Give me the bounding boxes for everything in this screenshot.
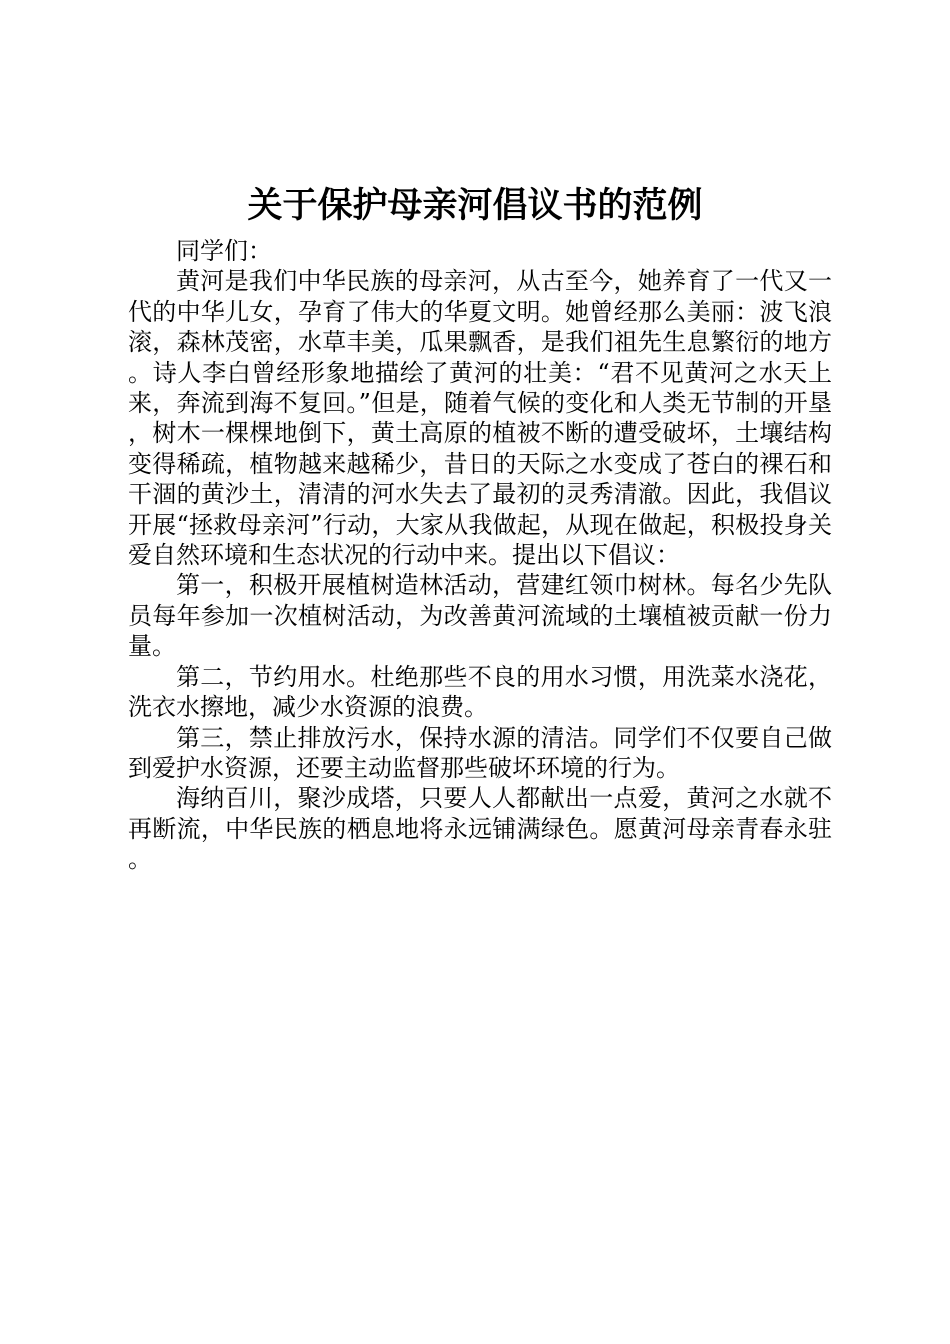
paragraph-second-proposal: 第二，节约用水。杜绝那些不良的用水习惯，用洗菜水浇花，洗衣水擦地，减少水资源的浪费。 bbox=[128, 662, 832, 722]
paragraph-intro: 黄河是我们中华民族的母亲河，从古至今，她养育了一代又一代的中华儿女，孕育了伟大的华夏文明。她曾经那么美丽：波飞浪滚，森林茂密，水草丰美，瓜果飘香，是我们祖先生息繁衍的地方。诗人李白曾经形象地描绘了黄河的壮美：“君不见黄河之水天上来，奔流到海不复回。”但是，随着气候的变化和人类无节制的开垦，树木一棵棵地倒下，黄土高原的植被不断的遭受破坏，土壤结构变得稀疏，植物越来越稀少，昔日的天际之水变成了苍白的裸石和干涸的黄沙土，清清的河水失去了最初的灵秀清澈。因此，我倡议开展“拯救母亲河”行动，大家从我做起，从现在做起，积极投身关爱自然环境和生态状况的行动中来。提出以下倡议： bbox=[128, 267, 832, 570]
paragraph-first-proposal: 第一，积极开展植树造林活动，营建红领巾树林。每名少先队员每年参加一次植树活动，为改善黄河流域的土壤植被贡献一份力量。 bbox=[128, 571, 832, 661]
salutation: 同学们： bbox=[176, 237, 272, 265]
paragraph-third-proposal: 第三，禁止排放污水，保持水源的清洁。同学们不仅要自己做到爱护水资源，还要主动监督那些破坏环境的行为。 bbox=[128, 723, 832, 782]
paragraph-closing: 海纳百川，聚沙成塔，只要人人都献出一点爱，黄河之水就不再断流，中华民族的栖息地将永远铺满绿色。愿黄河母亲青春永驻。 bbox=[128, 784, 832, 874]
document-body bbox=[128, 236, 832, 875]
document-title: 关于保护母亲河倡议书的范例 bbox=[247, 186, 703, 226]
